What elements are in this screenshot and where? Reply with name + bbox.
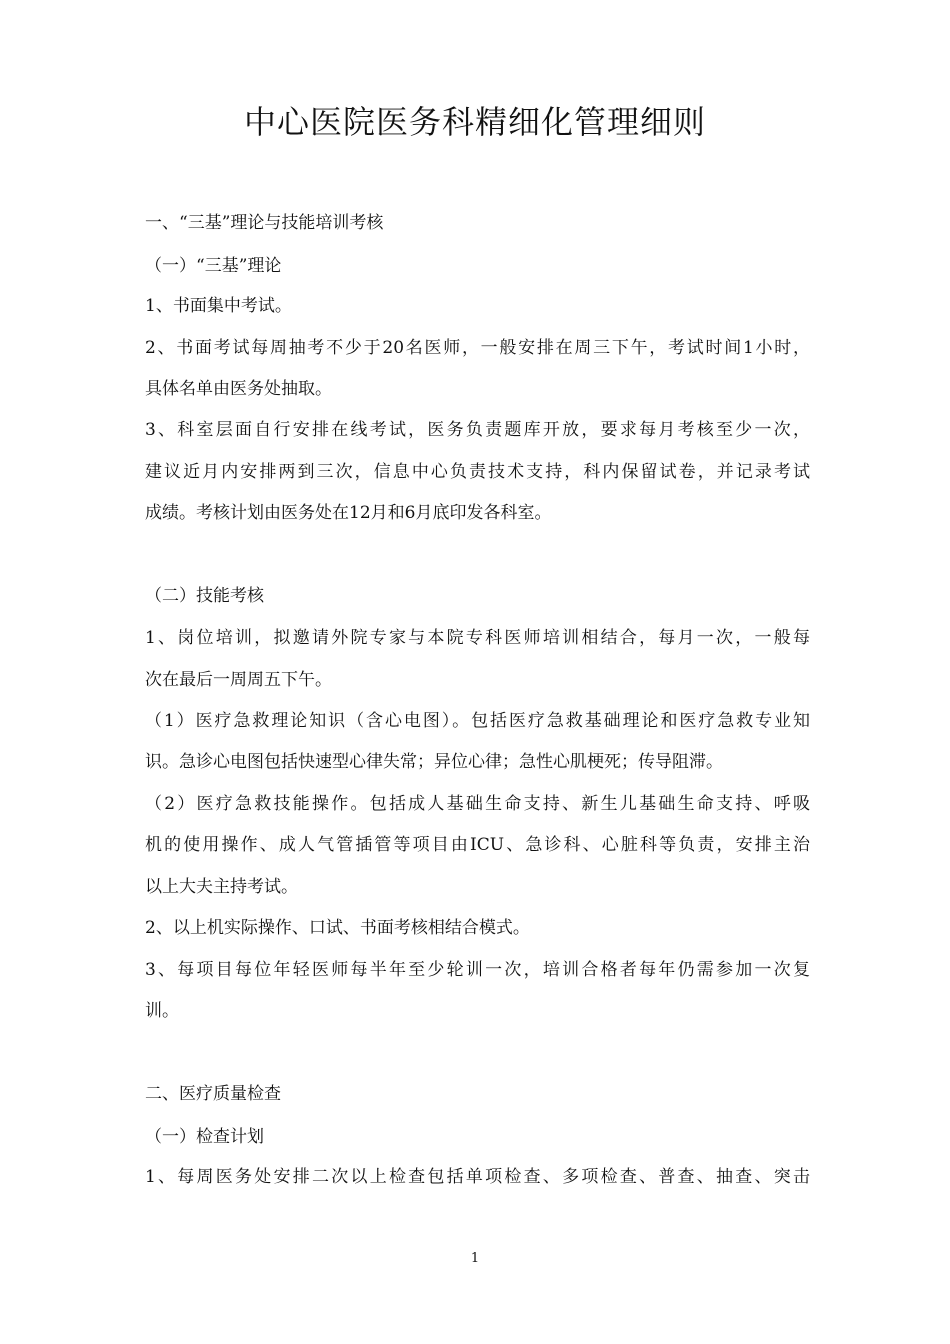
- subsection-heading: （二）技能考核: [145, 586, 264, 606]
- paragraph-line: 3、科室层面自行安排在线考试，医务负责题库开放，要求每月考核至少一次，: [145, 420, 810, 440]
- paragraph-line: 成绩。考核计划由医务处在12月和6月底印发各科室。: [145, 503, 552, 523]
- paragraph-line: 具体名单由医务处抽取。: [145, 379, 332, 399]
- paragraph-line: 以上大夫主持考试。: [145, 877, 298, 897]
- paragraph-line: 建议近月内安排两到三次，信息中心负责技术支持，科内保留试卷，并记录考试: [145, 462, 810, 482]
- page-number: 1: [470, 1251, 480, 1266]
- subsection-heading: （一）检查计划: [145, 1127, 264, 1147]
- paragraph-line: 1、书面集中考试。: [145, 296, 292, 316]
- paragraph-line: （2）医疗急救技能操作。包括成人基础生命支持、新生儿基础生命支持、呼吸: [145, 794, 810, 814]
- section-heading-2: 二、医疗质量检查: [145, 1084, 281, 1104]
- paragraph-line: 2、以上机实际操作、口试、书面考核相结合模式。: [145, 918, 530, 938]
- paragraph-line: 训。: [145, 1001, 179, 1021]
- paragraph-line: 次在最后一周周五下午。: [145, 670, 332, 690]
- paragraph-line: 2、书面考试每周抽考不少于20名医师，一般安排在周三下午，考试时间1小时，: [145, 338, 810, 358]
- subsection-heading: （一）“三基”理论: [145, 256, 282, 276]
- document-title: 中心医院医务科精细化管理细则: [243, 103, 706, 141]
- paragraph-line: 机的使用操作、成人气管插管等项目由ICU、急诊科、心脏科等负责，安排主治: [145, 835, 810, 855]
- paragraph-line: 1、岗位培训，拟邀请外院专家与本院专科医师培训相结合，每月一次，一般每: [145, 628, 810, 648]
- paragraph-line: 1、每周医务处安排二次以上检查包括单项检查、多项检查、普查、抽查、突击: [145, 1167, 810, 1187]
- paragraph-line: 识。急诊心电图包括快速型心律失常；异位心律；急性心肌梗死；传导阻滞。: [145, 752, 723, 772]
- paragraph-line: 3、每项目每位年轻医师每半年至少轮训一次，培训合格者每年仍需参加一次复: [145, 960, 810, 980]
- section-heading-1: 一、“三基”理论与技能培训考核: [145, 213, 384, 233]
- paragraph-line: （1）医疗急救理论知识（含心电图）。包括医疗急救基础理论和医疗急救专业知: [145, 711, 810, 731]
